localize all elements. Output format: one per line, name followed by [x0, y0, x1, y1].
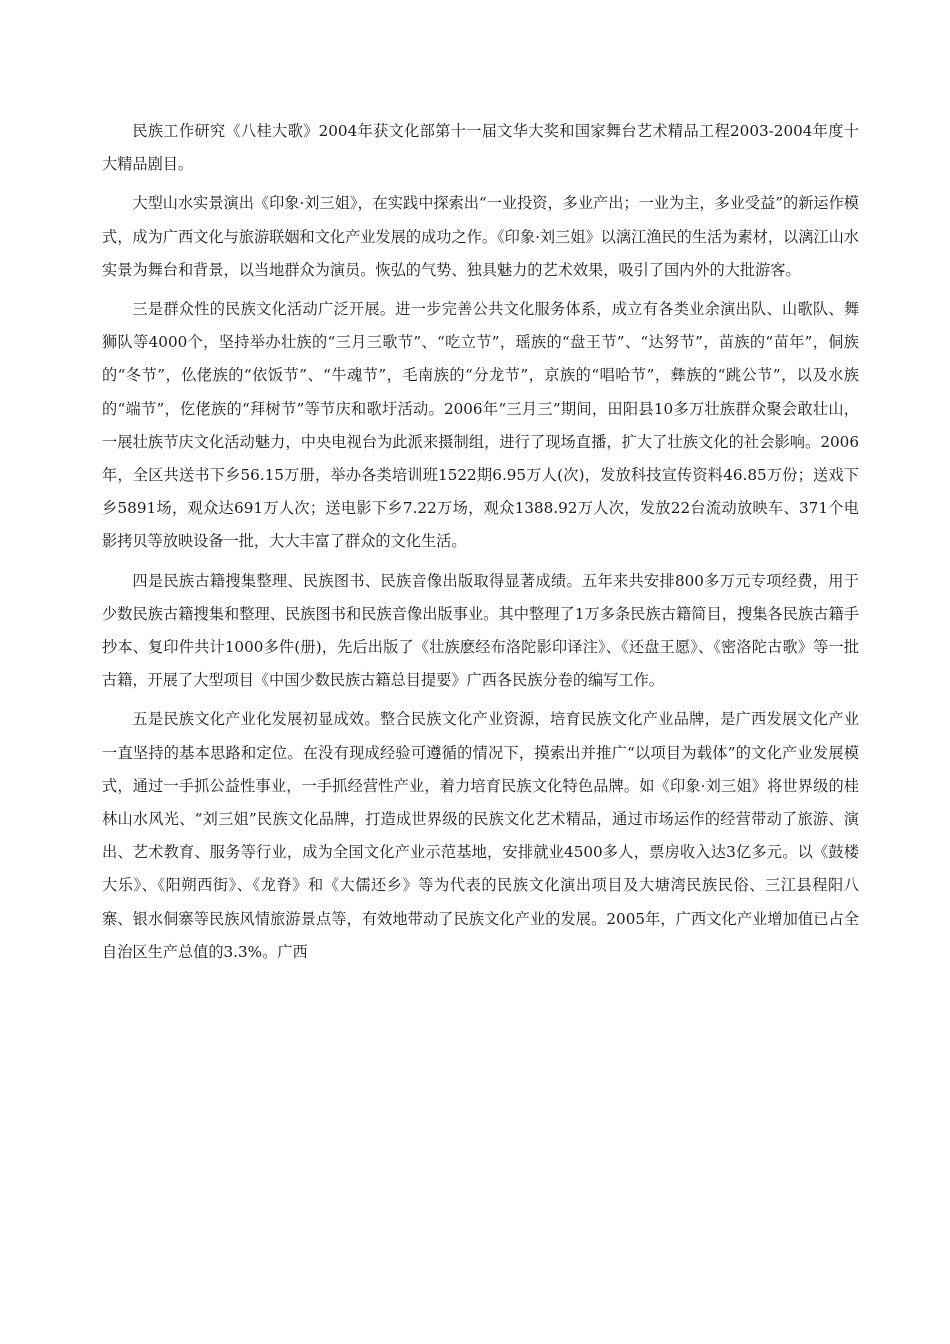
document-body	[102, 115, 859, 975]
paragraph-impression-liu-sanjie: 大型山水实景演出《印象·刘三姐》，在实践中探索出“一业投资，多业产出；一业为主，多业受益”的新运作模式，成为广西文化与旅游联姻和文化产业发展的成功之作。《印象·刘三姐》以漓江渔民的生活为素材，以漓江山水实景为舞台和背景，以当地群众为演员。恢弘的气势、独具魅力的艺术效果，吸引了国内外的大批游客。	[102, 194, 859, 279]
paragraph-mass-cultural-activities: 三是群众性的民族文化活动广泛开展。进一步完善公共文化服务体系，成立有各类业余演出队、山歌队、舞狮队等4000个，坚持举办壮族的“三月三歌节”、“吃立节”，瑶族的“盘王节”、“达努节”，苗族的“苗年”，侗族的“冬节”，仫佬族的“依饭节”、“牛魂节”，毛南族的“分龙节”，京族的“唱哈节”，彝族的“跳公节”，以及水族的“端节”，仡佬族的“拜树节”等节庆和歌圩活动。2006年“三月三”期间，田阳县10多万壮族群众聚会敢壮山，一展壮族节庆文化活动魅力，中央电视台为此派来摄制组，进行了现场直播，扩大了壮族文化的社会影响。2006年，全区共送书下乡56.15万册，举办各类培训班1522期6.95万人(次)，发放科技宣传资料46.85万份；送戏下乡5891场，观众达691万人次；送电影下乡7.22万场，观众1388.92万人次，发放22台流动放映车、371个电影拷贝等放映设备一批，大大丰富了群众的文化生活。	[102, 300, 859, 551]
paragraph-ancient-books: 四是民族古籍搜集整理、民族图书、民族音像出版取得显著成绩。五年来共安排800多万元专项经费，用于少数民族古籍搜集和整理、民族图书和民族音像出版事业。其中整理了1万多条民族古籍简目，搜集各民族古籍手抄本、复印件共计1000多件(册)，先后出版了《壮族麽经布洛陀影印译注》、《还盘王愿》、《密洛陀古歌》等一批古籍，开展了大型项目《中国少数民族古籍总目提要》广西各民族分卷的编写工作。	[102, 571, 859, 690]
paragraph-bagui-dage: 民族工作研究《八桂大歌》2004年获文化部第十一届文华大奖和国家舞台艺术精品工程2003-2004年度十大精品剧目。	[102, 122, 859, 174]
paragraph-cultural-industry: 五是民族文化产业化发展初显成效。整合民族文化产业资源，培育民族文化产业品牌，是广西发展文化产业一直坚持的基本思路和定位。在没有现成经验可遵循的情况下，摸索出并推广“以项目为载体”的文化产业发展模式，通过一手抓公益性事业，一手抓经营性产业，着力培育民族文化特色品牌。如《印象·刘三姐》将世界级的桂林山水风光、“刘三姐”民族文化品牌，打造成世界级的民族文化艺术精品，通过市场运作的经营带动了旅游、演出、艺术教育、服务等行业，成为全国文化产业示范基地，安排就业4500多人，票房收入达3亿多元。以《鼓楼大乐》、《阳朔西街》、《龙脊》和《大儒还乡》等为代表的民族文化演出项目及大塘湾民族民俗、三江县程阳八寨、银水侗寨等民族风情旅游景点等，有效地带动了民族文化产业的发展。2005年，广西文化产业增加值已占全自治区生产总值的3.3%。广西	[102, 710, 859, 961]
